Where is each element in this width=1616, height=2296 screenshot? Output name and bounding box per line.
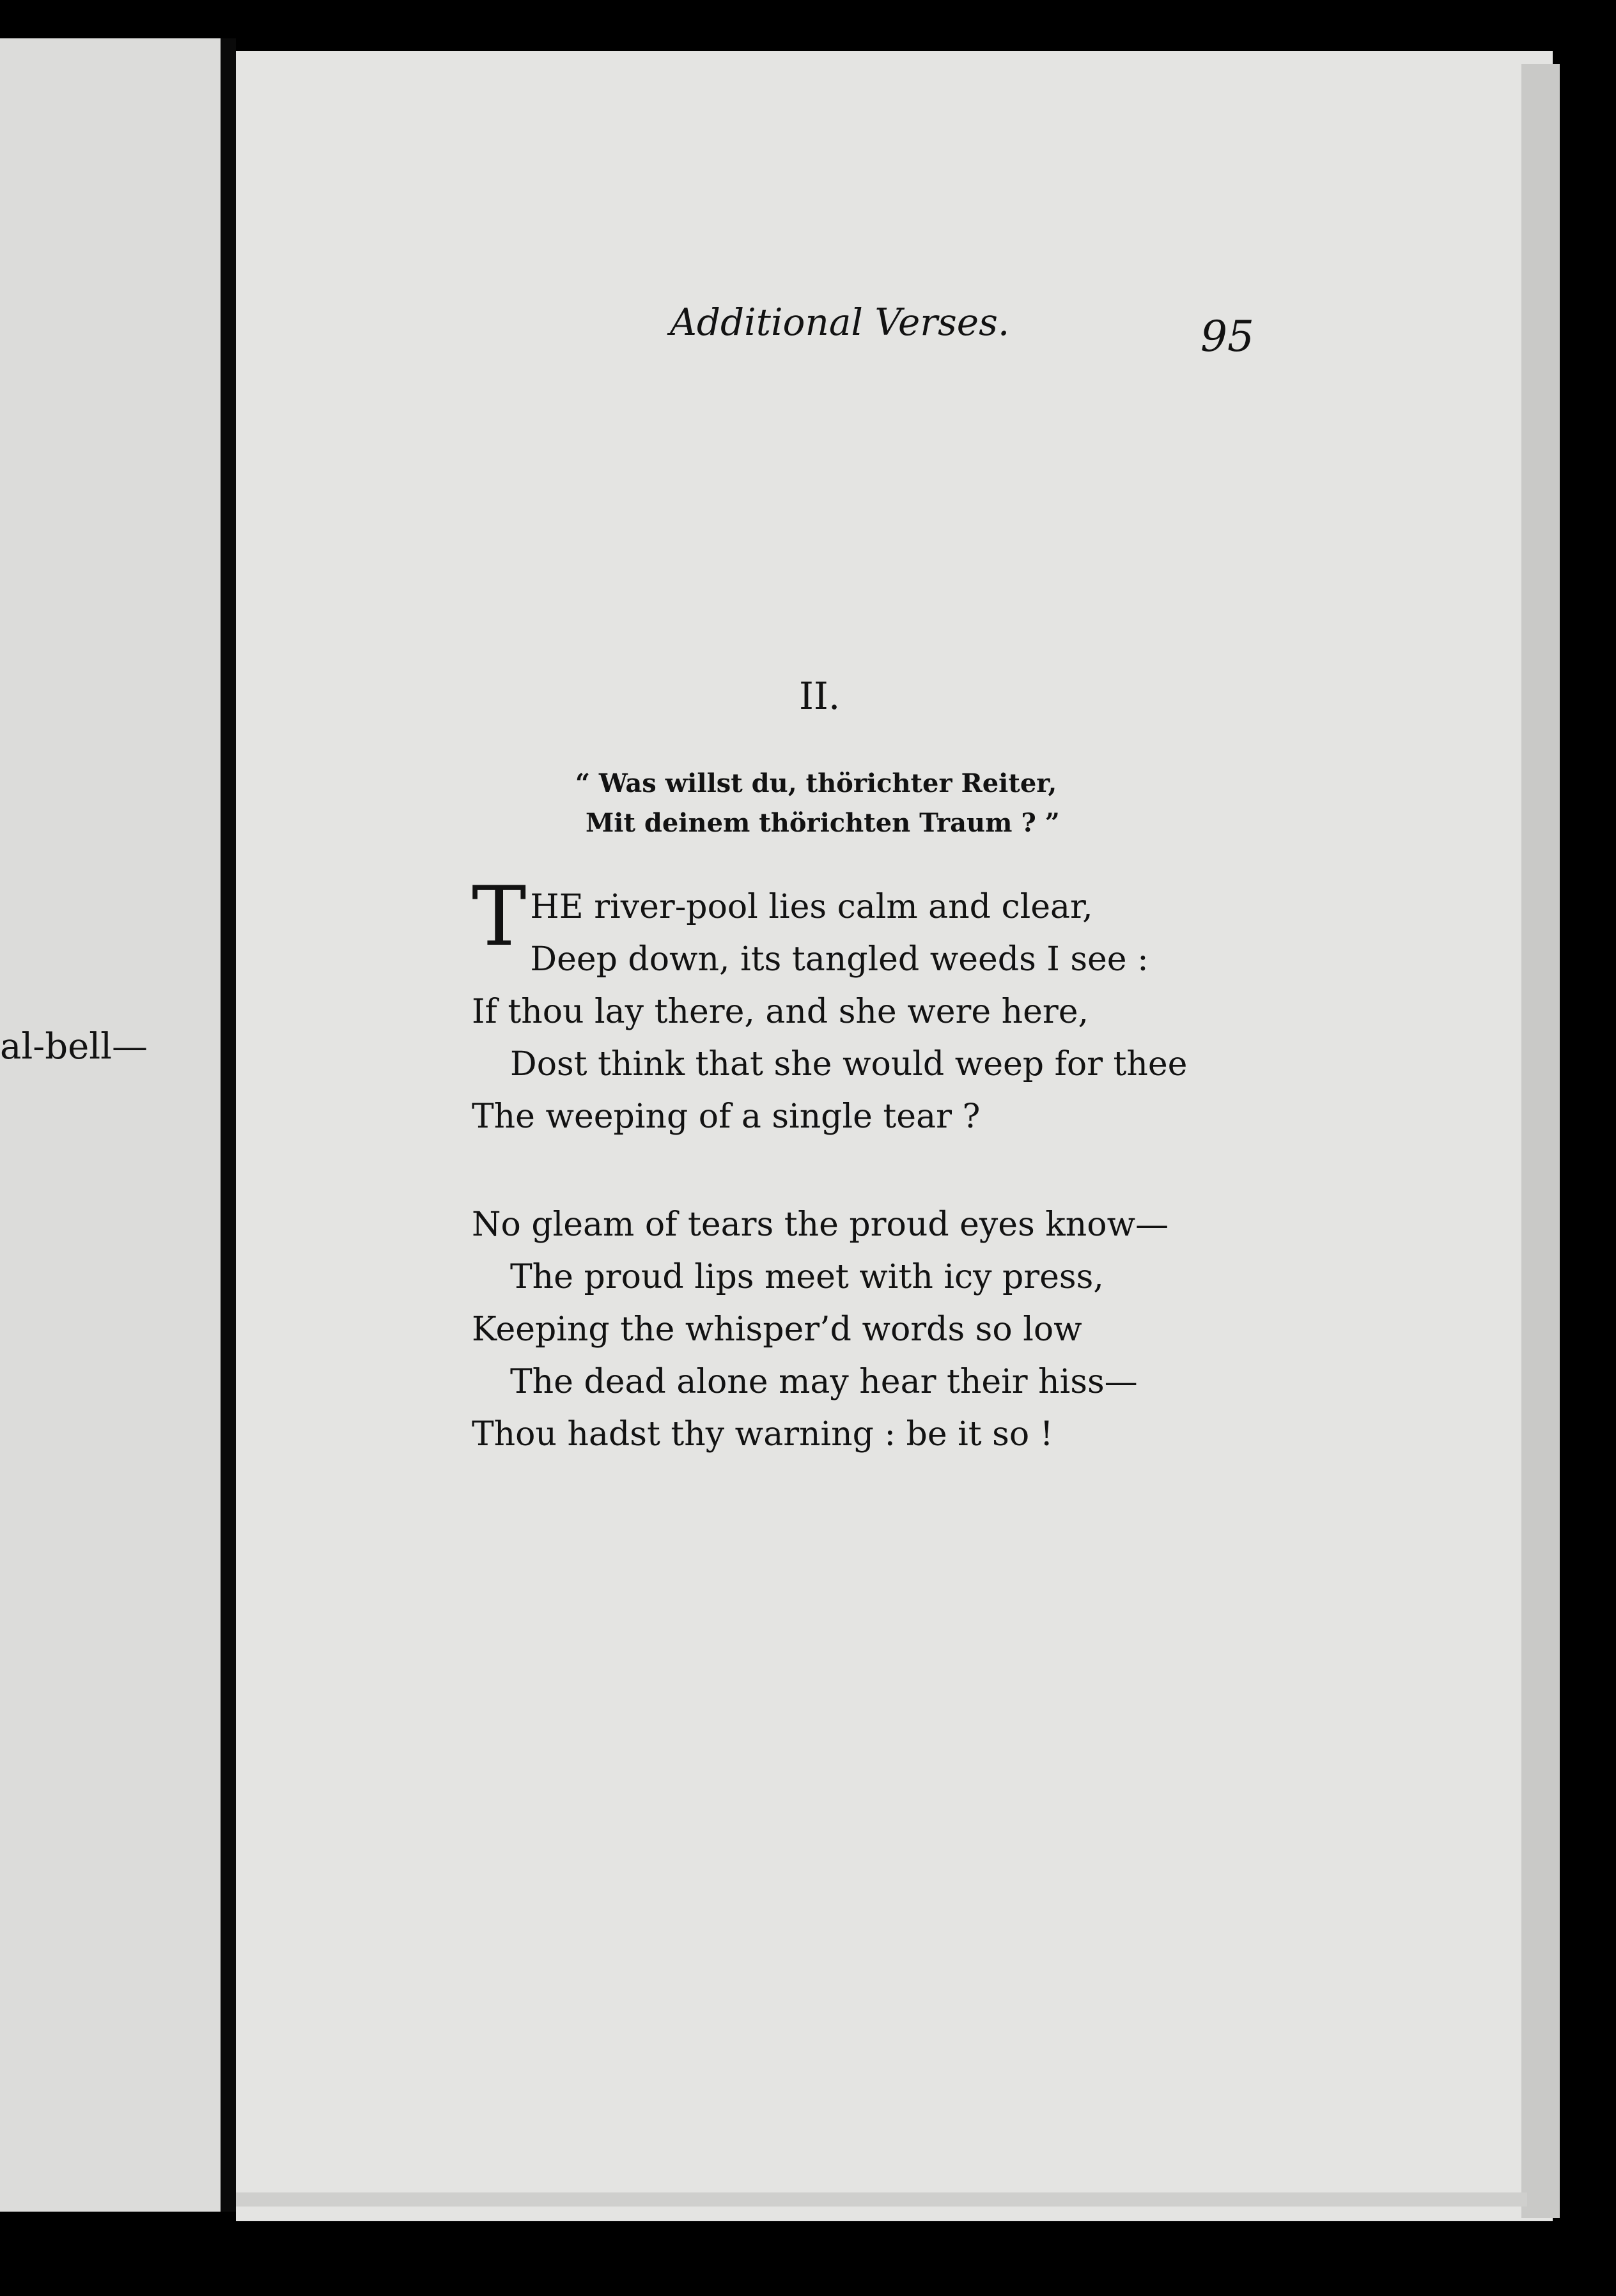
page-edge: [1521, 64, 1560, 2218]
drop-cap: T: [472, 869, 527, 965]
poem-line: If thou lay there, and she were here,: [472, 993, 1089, 1031]
poem-line: The dead alone may hear their hiss—: [510, 1363, 1138, 1401]
facing-page: [0, 38, 221, 2212]
poem-line: Dost think that she would weep for thee: [510, 1045, 1188, 1083]
epigraph: [575, 764, 1060, 843]
stanza-1: [472, 869, 1188, 1143]
running-title: Additional Verses.: [670, 300, 1010, 344]
epigraph-line: Mit deinem thörichten Traum ? ”: [586, 808, 1060, 838]
epigraph-line: “ Was willst du, thörichter Reiter,: [575, 768, 1057, 798]
opening-lines: [472, 869, 1187, 986]
poem-line: HE river-pool lies calm and clear,: [530, 888, 1093, 926]
stanza-2: [472, 1198, 1169, 1461]
poem-line: Keeping the whisper’d words so low: [472, 1310, 1082, 1349]
gutter-line: [221, 38, 236, 2212]
poem-line: The proud lips meet with icy press,: [510, 1258, 1104, 1296]
poem-line: No gleam of tears the proud eyes know—: [472, 1206, 1169, 1244]
poem-line: The weeping of a single tear ?: [472, 1098, 981, 1136]
page-number: 95: [1200, 312, 1254, 361]
section-heading: II.: [799, 674, 841, 718]
page-bottom-edge: [236, 2192, 1527, 2207]
poem-line: Deep down, its tangled weeds I see :: [530, 940, 1149, 979]
poem-line: Thou hadst thy warning : be it so !: [472, 1415, 1053, 1454]
facing-page-text-fragment: al-bell—: [0, 1026, 148, 1067]
